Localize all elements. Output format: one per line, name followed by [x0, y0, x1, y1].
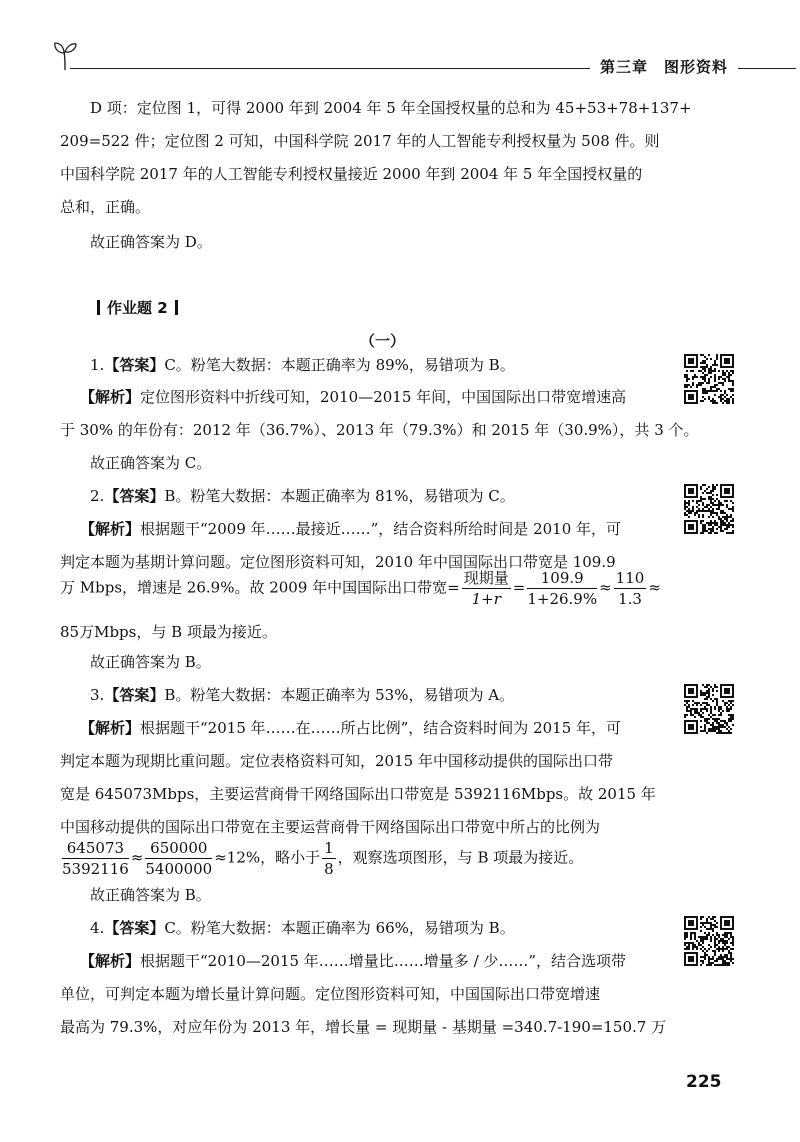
- para-d-line1: D 项：定位图 1，可得 2000 年到 2004 年 5 年全国授权量的总和为 45+53+78+137+: [90, 99, 692, 117]
- q1-analysis-text1: 定位图形资料中折线可知，2010—2015 年间，中国国际出口带宽增速高: [140, 388, 627, 406]
- q2-formula-line: [60, 568, 661, 609]
- homework-title: 作业题 2: [107, 299, 168, 317]
- chapter-title: 第三章 图形资料: [600, 58, 729, 76]
- q3-frac1-den: 5392116: [62, 860, 129, 878]
- q3-analysis-line4: 中国移动提供的国际出口带宽在主要运营商骨干网络国际出口带宽中所占的比例为: [60, 818, 601, 836]
- heading-bar-left: [97, 300, 100, 315]
- q1-analysis-label: 【解析】: [80, 388, 141, 406]
- q2-fraction-values: [527, 568, 597, 609]
- q2-conclusion: 故正确答案为 B。: [90, 653, 211, 671]
- q1-analysis-line1: [80, 387, 626, 407]
- q2-analysis-line2: 判定本题为基期计算问题。定位图形资料可知，2010 年中国国际出口带宽是 109.9: [60, 553, 616, 571]
- qr-code-icon[interactable]: [684, 684, 734, 734]
- q4-analysis-line2: 单位，可判定本题为增长量计算问题。定位图形资料可知，中国国际出口带宽增速: [60, 985, 601, 1003]
- q2-answer: [90, 486, 515, 506]
- q2-analysis-text1: 根据题干“2009 年……最接近……”，结合资料所给时间是 2010 年，可: [140, 520, 622, 538]
- q2-approx2: ≈: [648, 578, 661, 597]
- q3-analysis-line1: [80, 718, 621, 738]
- page-number: 225: [686, 1072, 722, 1092]
- q3-tail: ，观察选项图形，与 B 项最为接近。: [337, 848, 584, 867]
- q2-answer-text: B。粉笔大数据：本题正确率为 81%，易错项为 C。: [164, 487, 515, 505]
- q2-formula-prefix: 万 Mbps，增速是 26.9%。故 2009 年中国国际出口带宽=: [60, 578, 460, 597]
- q2-analysis-line1: [80, 519, 621, 539]
- q4-analysis-line1: [80, 951, 626, 971]
- q1-number: 1.: [90, 356, 105, 374]
- q1-answer: [90, 355, 515, 375]
- q3-analysis-line3: 宽是 645073Mbps，主要运营商骨干网络国际出口带宽是 5392116Mbps。故 2015 年: [60, 785, 656, 803]
- qr-code-icon[interactable]: [684, 484, 734, 534]
- q2-frac3-num: 110: [615, 569, 645, 587]
- q2-fraction-base: [462, 568, 511, 609]
- q3-frac3-num: 1: [324, 839, 334, 857]
- q2-approx1: ≈: [599, 578, 612, 597]
- qr-code-icon[interactable]: [684, 916, 734, 966]
- q2-frac2-num: 109.9: [527, 568, 597, 589]
- q4-answer-label: 【答案】: [104, 919, 165, 937]
- q2-frac1-num: 现期量: [463, 569, 509, 587]
- q3-fraction-rounded: [145, 838, 212, 879]
- q3-fraction-actual: [62, 838, 129, 879]
- q2-frac3-den: 1.3: [618, 590, 642, 608]
- q4-answer-text: C。粉笔大数据：本题正确率为 66%，易错项为 B。: [164, 919, 515, 937]
- q2-answer-label: 【答案】: [104, 487, 165, 505]
- para-d-line3: 中国科学院 2017 年的人工智能专利授权量接近 2000 年到 2004 年 5 年全国授权量的: [60, 165, 643, 183]
- heading-bar-right: [175, 300, 178, 315]
- q3-analysis-text1: 根据题干“2015 年……在……所占比例”，结合资料时间为 2015 年，可: [140, 719, 622, 737]
- q1-answer-label: 【答案】: [104, 356, 165, 374]
- q1-conclusion: 故正确答案为 C。: [90, 454, 212, 472]
- header-rule-left: [70, 68, 590, 69]
- q2-analysis-label: 【解析】: [80, 520, 141, 538]
- q3-approx2: ≈12%，略小于: [214, 848, 321, 867]
- q2-analysis-line4: 85万Mbps，与 B 项最为接近。: [60, 623, 277, 641]
- q3-frac2-num: 650000: [145, 838, 212, 859]
- q3-conclusion: 故正确答案为 B。: [90, 886, 211, 904]
- header-rule-right: [738, 68, 796, 69]
- q3-analysis-label: 【解析】: [80, 719, 141, 737]
- q3-answer-text: B。粉笔大数据：本题正确率为 53%，易错项为 A。: [164, 686, 515, 704]
- q3-answer-label: 【答案】: [104, 686, 165, 704]
- q4-answer: [90, 918, 515, 938]
- q4-analysis-text1: 根据题干“2010—2015 年……增量比……增量多 / 少……”，结合选项带: [140, 952, 627, 970]
- q3-frac2-den: 5400000: [145, 860, 213, 878]
- q2-frac2-den: 1+26.9%: [527, 590, 598, 608]
- q2-frac1-den: 1+r: [471, 590, 501, 608]
- q4-analysis-label: 【解析】: [80, 952, 141, 970]
- para-d-line4: 总和，正确。: [60, 198, 151, 216]
- q3-analysis-line2: 判定本题为现期比重问题。定位表格资料可知，2015 年中国移动提供的国际出口带: [60, 752, 613, 770]
- q3-fraction-eighth: [322, 838, 336, 879]
- q3-number: 3.: [90, 686, 105, 704]
- homework-heading: [90, 297, 185, 318]
- para-d-line2: 209=522 件；定位图 2 可知，中国科学院 2017 年的人工智能专利授权量为 508 件。则: [60, 132, 660, 150]
- q1-analysis-line2: 于 30% 的年份有：2012 年（36.7%）、2013 年（79.3%）和 2015 年（30.9%），共 3 个。: [60, 421, 699, 439]
- q3-frac1-num: 645073: [62, 838, 129, 859]
- q4-number: 4.: [90, 919, 105, 937]
- q3-answer: [90, 685, 514, 705]
- conclusion-d: 故正确答案为 D。: [90, 233, 212, 251]
- q1-answer-text: C。粉笔大数据：本题正确率为 89%，易错项为 B。: [164, 356, 515, 374]
- q2-fraction-rounded: [614, 568, 647, 609]
- q3-frac3-den: 8: [324, 860, 334, 878]
- q2-number: 2.: [90, 487, 105, 505]
- page-header: [0, 30, 800, 80]
- section-title: （一）: [360, 332, 406, 350]
- q3-approx1: ≈: [130, 848, 144, 867]
- q4-analysis-line3: 最高为 79.3%，对应年份为 2013 年，增长量 = 现期量 - 基期量 =340.7-190=150.7 万: [60, 1018, 667, 1036]
- qr-code-icon[interactable]: [684, 354, 734, 404]
- q2-equals: =: [512, 578, 526, 597]
- q3-formula-line: [60, 838, 583, 879]
